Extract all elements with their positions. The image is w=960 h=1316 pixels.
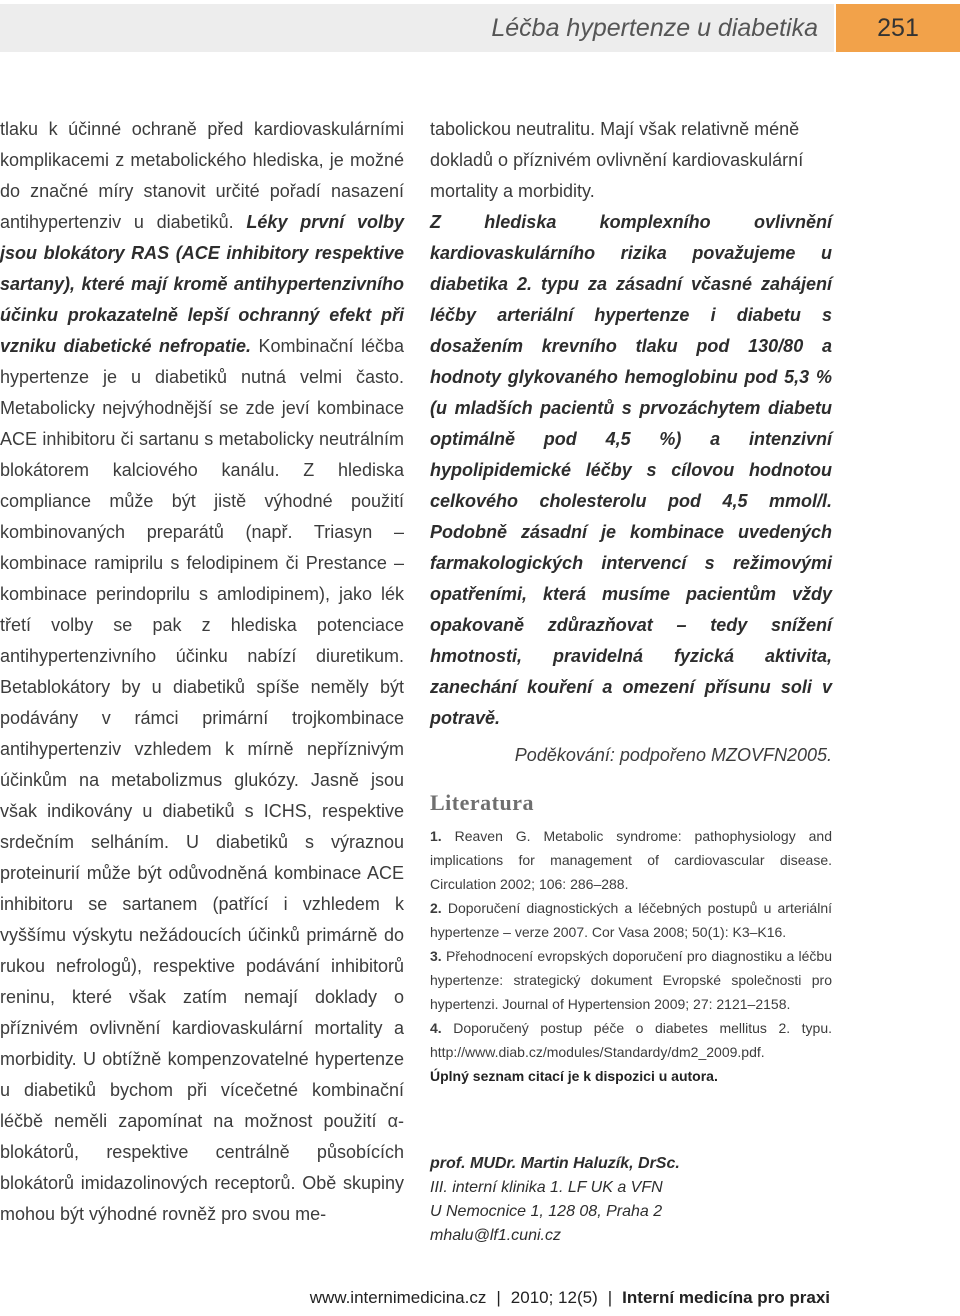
literature-heading: Literatura (430, 790, 534, 815)
references-note: Úplný seznam citací je k dispozici u autora. (430, 1068, 718, 1084)
author-affiliation: III. interní klinika 1. LF UK a VFN (430, 1179, 663, 1196)
page-footer (0, 1288, 830, 1308)
left-text-intro: tlaku k účinné ochraně před kardiovaskulárními komplikacemi z metabolického hlediska, je možné do značné míry stanovit určité pořadí nasazení antihypertenziv u diabetiků. (0, 119, 404, 232)
footer-issue: 2010; 12(5) (510, 1288, 598, 1307)
footer-separator: | (496, 1288, 501, 1307)
right-column (430, 114, 832, 1088)
left-paragraph (0, 114, 404, 1230)
reference-item (430, 824, 832, 896)
author-address: U Nemocnice 1, 128 08, Praha 2 (430, 1203, 663, 1220)
right-paragraph-1: tabolickou neutralitu. Mají však relativně méně dokladů o příznivém ovlivnění kardiovaskulární mortality a morbidity. (430, 119, 804, 201)
reference-item (430, 896, 832, 944)
reference-number: 4. (430, 1020, 442, 1036)
acknowledgement: Poděkování: podpořeno MZOVFN2005. (514, 745, 832, 765)
reference-text: Přehodnocení evropských doporučení pro diagnostiku a léčbu hypertenze: strategický dokument Evropské společnosti pro hypertenzi. Journal of Hypertension 2009; 27: 2121–2158. (430, 948, 832, 1012)
reference-text: Doporučený postup péče o diabetes mellitus 2. typu. http://www.diab.cz/modules/Standardy/dm2_2009.pdf. (430, 1020, 832, 1060)
reference-item (430, 1016, 832, 1064)
header-title-box (0, 4, 834, 52)
running-title: Léčba hypertenze u diabetika (491, 14, 818, 42)
reference-number: 1. (430, 828, 442, 844)
page-number: 251 (877, 14, 919, 42)
left-column (0, 114, 404, 1230)
reference-number: 3. (430, 948, 442, 964)
footer-website: www.internimedicina.cz (309, 1288, 487, 1307)
left-text-emphasis: Léky první volby jsou blokátory RAS (ACE inhibitory respektive sartany), které mají kromě antihypertenzivního účinku prokazatelně lepší ochranný efekt při vzniku diabetické nefropatie. (0, 212, 404, 356)
right-paragraph-conclusion: Z hlediska komplexního ovlivnění kardiovaskulárního rizika považujeme u diabetika 2. typu za zásadní včasné zahájení léčby arteriální hypertenze i diabetu s dosažením krevního tlaku pod 130/80 a hodnoty glykovaného hemoglobinu pod 5,3 % (u mladších pacientů s prvozáchytem diabetu optimálně pod 4,5 %) a intenzivní hypolipidemické léčby s cílovou hodnotou celkového cholesterolu pod 4,5 mmol/l. Podobně zásadní je kombinace uvedených farmakologických intervencí s režimovými opatřeními, která musíme pacientům vždy opakovaně zdůrazňovat – tedy snížení hmotnosti, pravidelná fyzická aktivita, zanechání kouření a omezení přísunu soli v potravě. (430, 212, 832, 728)
reference-text: Doporučení diagnostických a léčebných postupů u arteriální hypertenze – verze 2007. Cor Vasa 2008; 50(1): K3–K16. (430, 900, 832, 940)
author-email: mhalu@lf1.cuni.cz (430, 1227, 561, 1244)
author-name: prof. MUDr. Martin Haluzík, DrSc. (430, 1155, 680, 1172)
page-number-box (836, 4, 960, 52)
reference-item (430, 944, 832, 1016)
author-block (430, 1152, 832, 1248)
reference-number: 2. (430, 900, 442, 916)
reference-text: Reaven G. Metabolic syndrome: pathophysiology and implications for management of cardiovascular disease. Circulation 2002; 106: 286–288. (430, 828, 832, 892)
page-header (0, 4, 960, 52)
left-text-body: Kombinační léčba hypertenze je u diabetiků nutná velmi často. Metabolicky nejvýhodnější se zde jeví kombinace ACE inhibitoru či sartanu s metabolicky neutrálním blokátorem kalciového kanálu. Z hlediska compliance může být jistě výhodné použití kombinovaných preparátů (např. Triasyn – kombinace ramiprilu s felodipinem či Prestance – kombinace perindoprilu s amlodipinem), jako lék třetí volby se pak z hlediska potenciace antihypertenzivního účinku nabízí diuretikum. Betablokátory by u diabetiků spíše neměly být podávány v rámci primární trojkombinace antihypertenziv vzhledem k mírně nepříznivým účinkům na metabolizmus glukózy. Jasně jsou však indikovány u diabetiků s ICHS, respektive srdečním selháním. U diabetiků s výraznou proteinurií může být odůvodněná kombinace ACE inhibitoru se sartanem (patřící i vzhledem k vyššímu výskytu nežádoucích účinků primárně do rukou nefrologů), respektive podávání inhibitorů reninu, které však zatím nemají doklady o příznivém ovlivnění kardiovaskulární mortality a morbidity. U obtížně kompenzovatelné hypertenze u diabetiků bychom při vícečetné kombinační léčbě neměli zapomínat na možnost použití α-blokátorů, respektive centrálně působících blokátorů imidazolinových receptorů. Obě skupiny mohou být výhodné rovněž pro svou me- (0, 336, 404, 1224)
footer-journal: Interní medicína pro praxi (622, 1288, 830, 1307)
footer-separator: | (607, 1288, 613, 1307)
